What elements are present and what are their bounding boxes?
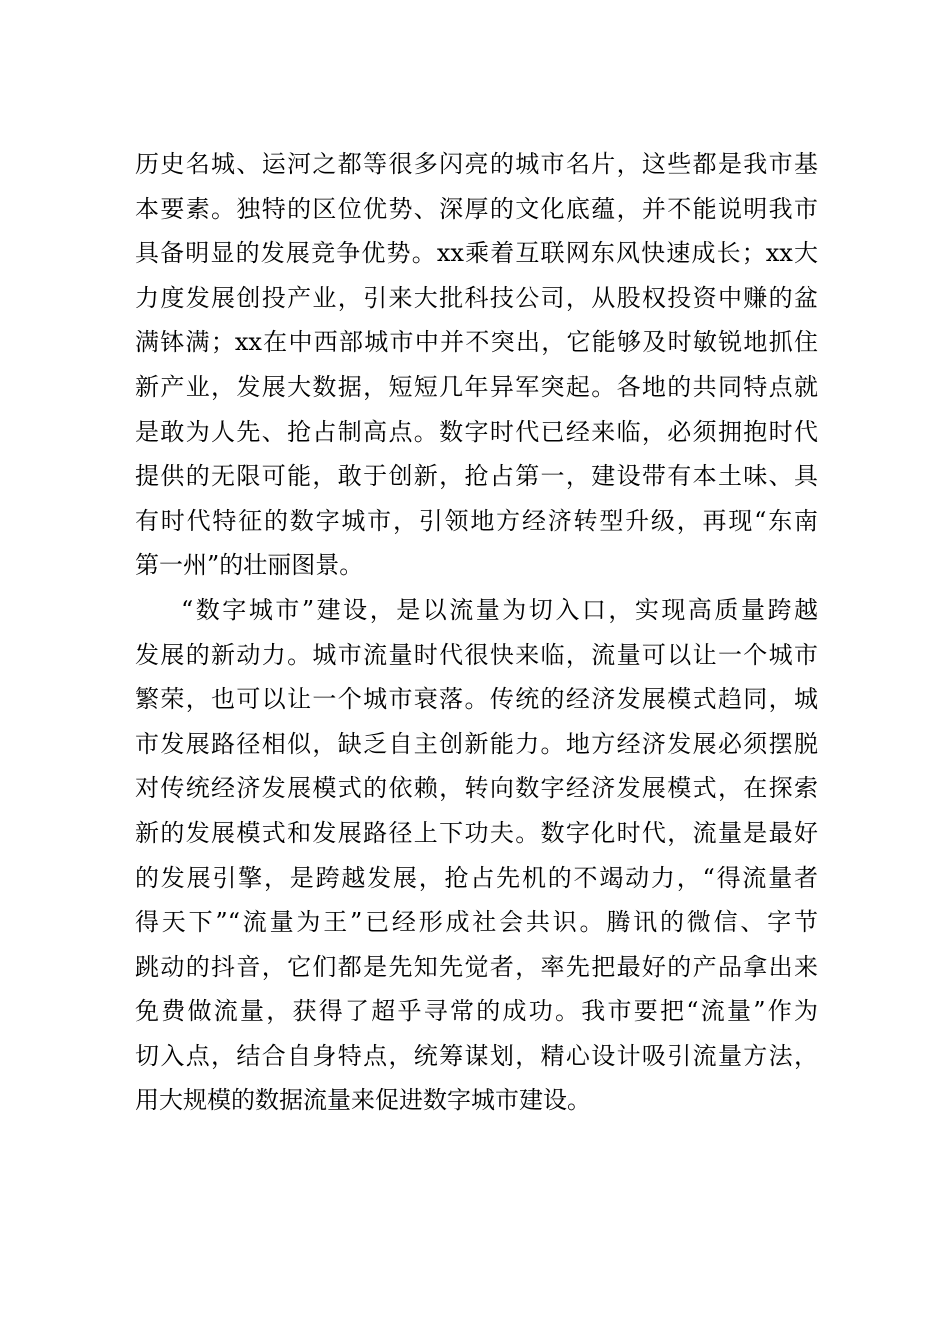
text-line: 跳动的抖音，它们都是先知先觉者，率先把最好的产品拿出来 [135,952,818,981]
text-line: 新的发展模式和发展路径上下功夫。数字化时代，流量是最好 [135,818,818,847]
text-line: 免费做流量，获得了超乎寻常的成功。我市要把“流量”作为 [135,997,818,1026]
paragraph-2 [135,588,818,1123]
text-line: 有时代特征的数字城市，引领地方经济转型升级，再现“东南 [135,506,818,535]
text-line: 历史名城、运河之都等很多闪亮的城市名片，这些都是我市基 [135,150,818,178]
text-line: 的发展引擎，是跨越发展，抢占先机的不竭动力，“得流量者 [135,863,818,892]
text-line: 繁荣，也可以让一个城市衰落。传统的经济发展模式趋同，城 [135,685,818,714]
text-line: “数字城市”建设，是以流量为切入口，实现高质量跨越 [181,595,818,624]
document-body [135,142,818,1123]
text-line: 第一州”的壮丽图景。 [135,551,364,580]
paragraph-1 [135,142,818,588]
text-line: 具备明显的发展竞争优势。xx乘着互联网东风快速成长；xx大 [135,239,818,268]
text-line: 发展的新动力。城市流量时代很快来临，流量可以让一个城市 [135,640,818,669]
text-line: 得天下”“流量为王”已经形成社会共识。腾讯的微信、字节 [135,908,818,937]
text-line: 新产业，发展大数据，短短几年异军突起。各地的共同特点就 [135,372,818,401]
text-line: 市发展路径相似，缺乏自主创新能力。地方经济发展必须摆脱 [135,729,818,758]
text-line: 用大规模的数据流量来促进数字城市建设。 [135,1086,591,1115]
text-line: 对传统经济发展模式的依赖，转向数字经济发展模式，在探索 [135,774,818,803]
text-line: 切入点，结合自身特点，统筹谋划，精心设计吸引流量方法， [135,1041,818,1070]
text-line: 提供的无限可能，敢于创新，抢占第一，建设带有本土味、具 [135,462,818,491]
text-line: 力度发展创投产业，引来大批科技公司，从股权投资中赚的盆 [135,283,818,312]
text-line: 本要素。独特的区位优势、深厚的文化底蕴，并不能说明我市 [135,194,818,223]
text-line: 满钵满；xx在中西部城市中并不突出，它能够及时敏锐地抓住 [135,328,818,357]
text-line: 是敢为人先、抢占制高点。数字时代已经来临，必须拥抱时代 [135,417,818,446]
